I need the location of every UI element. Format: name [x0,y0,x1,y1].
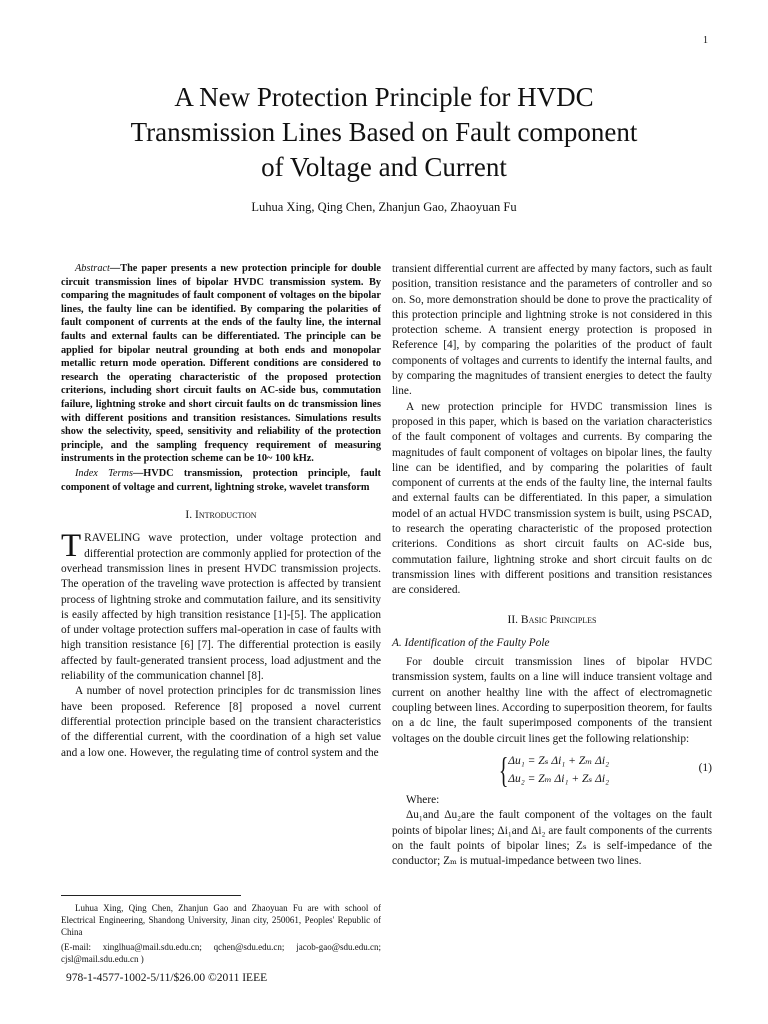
footnote-divider [61,895,241,896]
abstract [61,262,381,466]
paper-title [40,80,728,185]
left-column [61,262,381,761]
intro-paragraph-continued: transient differential current are affected by many factors, such as fault position, transition resistance and the parameters of controller and so on. So, more demonstration should be done to prove the practicality of this protection principle and lightning stroke is not considered in this protection scheme. A transient energy protection is proposed in Reference [4], by comparing the polarities of the product of fault components of voltages and currents to identify the internal faults, and by comparing the magnitudes of transient energies to detect the faulty line. [392,263,712,398]
section-heading-basic-principles: II. Basic Principles [507,613,597,626]
principles-paragraph-2: Δu₁and Δu₂are the fault component of the voltages on the fault points of bipolar lines; Δi₁and Δi₂ are fault components of the currents on the fault points of bipolar lines; Zₛ is self-impedance of the conductor; Zₘ is mutual-impedance between two lines. [392,809,712,868]
where-label: Where: [406,793,440,806]
equation-lines [508,752,609,788]
intro-paragraph-2: A number of novel protection principles for dc transmission lines have been proposed. Reference [8] proposed a novel current differential protection principle based on the transient characteristics of the differential current, with the coordination of a high set value and a low one. However, the regulating time of control system and the [61,685,381,759]
drop-cap: T [61,528,82,565]
equation-number: (1) [698,761,712,774]
section-heading-introduction: I. Introduction [185,509,257,522]
footnote-affiliation: Luhua Xing, Qing Chen, Zhanjun Gao and Zhaoyuan Fu are with school of Electrical Engineering, Shandong University, Jinan city, 250061, Peoples' Republic of China [61,903,381,937]
intro-paragraph-3: A new protection principle for HVDC transmission lines is proposed in this paper, which is based on the variation characteristics of the fault component of voltages and currents. By comparing the magnitudes of fault component of voltages on bipolar lines, the faulty line can be identified, and by comparing the polarities of fault component of currents at the ends of the faulty line, the internal faults and external faults can be differentiated. In this paper, a simulation model of an actual HVDC transmission system is built, using PSCAD, to research the operating characteristic of the proposed protection criterions. Conditions as short circuit faults on AC-side bus, commutation failure, lightning stroke and short circuit faults on dc transmission lines with different positions and transition resistances are considered. [392,400,712,597]
abstract-lead: Abstract [75,263,110,274]
footnote-email: (E-mail: xinglhua@mail.sdu.edu.cn; qchen@sdu.edu.cn; jacob-gao@sdu.edu.cn; cjsl@mail.sdu.edu.cn ) [61,942,381,964]
principles-paragraph-1: For double circuit transmission lines of bipolar HVDC transmission system, faults on a line will induce transient voltage and current on another healthy line with the affect of electromagnetic coupling between lines. According to superposition theorem, for faults on a dc line, the fault superimposed components of the transient voltages on the double circuit lines get the following relationship: [392,656,712,745]
equation-line: Δu₂ = Zₘ Δi₁ + Zₛ Δi₂ [508,772,610,785]
index-terms [61,467,381,494]
title-line: A New Protection Principle for HVDC [174,82,594,112]
equation-line: Δu₁ = Zₛ Δi₁ + Zₘ Δi₂ [508,754,610,767]
intro-paragraph-1-text: RAVELING wave protection, under voltage protection and differential protection are commonly applied for protection of the overhead transmission lines in present HVDC transmission projects. The operation of the traveling wave protection is affected by transient process of lightning stroke and commutation failure, and its sensitivity is easily affected by high transition resistance [1]-[5]. The application of under voltage protection suffers mal-operation in case of faults with high transition resistance [6] [7]. The differential protection is easily affected by fault-generated transient process, load adjustment and the reliability of the communication channel [8]. [61,532,381,683]
title-line: Transmission Lines Based on Fault component [130,117,638,147]
subsection-heading-faulty-pole: A. Identification of the Faulty Pole [392,636,550,649]
author-list: Luhua Xing, Qing Chen, Zhanjun Gao, Zhaoyuan Fu [251,200,517,214]
page-number: 1 [703,35,708,46]
index-terms-text: —HVDC transmission, protection principle, fault component of voltage and current, lightning stroke, wavelet transform [61,467,381,493]
equation-brace: { [498,749,509,790]
equation-1 [392,749,712,791]
abstract-text: —The paper presents a new protection principle for double circuit transmission lines of bipolar HVDC transmission system. By comparing the magnitudes of fault component of voltages on the bipolar lines, the faulty line can be identified. By comparing the polarities of fault component of currents at the ends of the faulty line, the internal faults and external faults can be differentiated. The principle can be applied for bipolar neutral grounding at both ends and monopolar metallic return mode operation. Different conditions are considered to research the operating characteristic of the proposed protection criterions, including short circuit faults on AC-side bus, commutation failure, lightning stroke and short circuit faults on dc transmission lines with different positions and transition resistances. Simulations results show the selectivity, speed, sensitivity and reliability of the protection principle, and the sampling frequency requirement of measuring instruments in the protection scheme can be 10~ 100 kHz. [61,263,381,465]
title-line: of Voltage and Current [261,152,507,182]
footnote [61,902,381,965]
right-column [392,262,712,869]
intro-paragraph-1 [61,528,381,684]
index-terms-lead: Index Terms [75,467,133,479]
isbn-copyright: 978-1-4577-1002-5/11/$26.00 ©2011 IEEE [66,972,268,984]
